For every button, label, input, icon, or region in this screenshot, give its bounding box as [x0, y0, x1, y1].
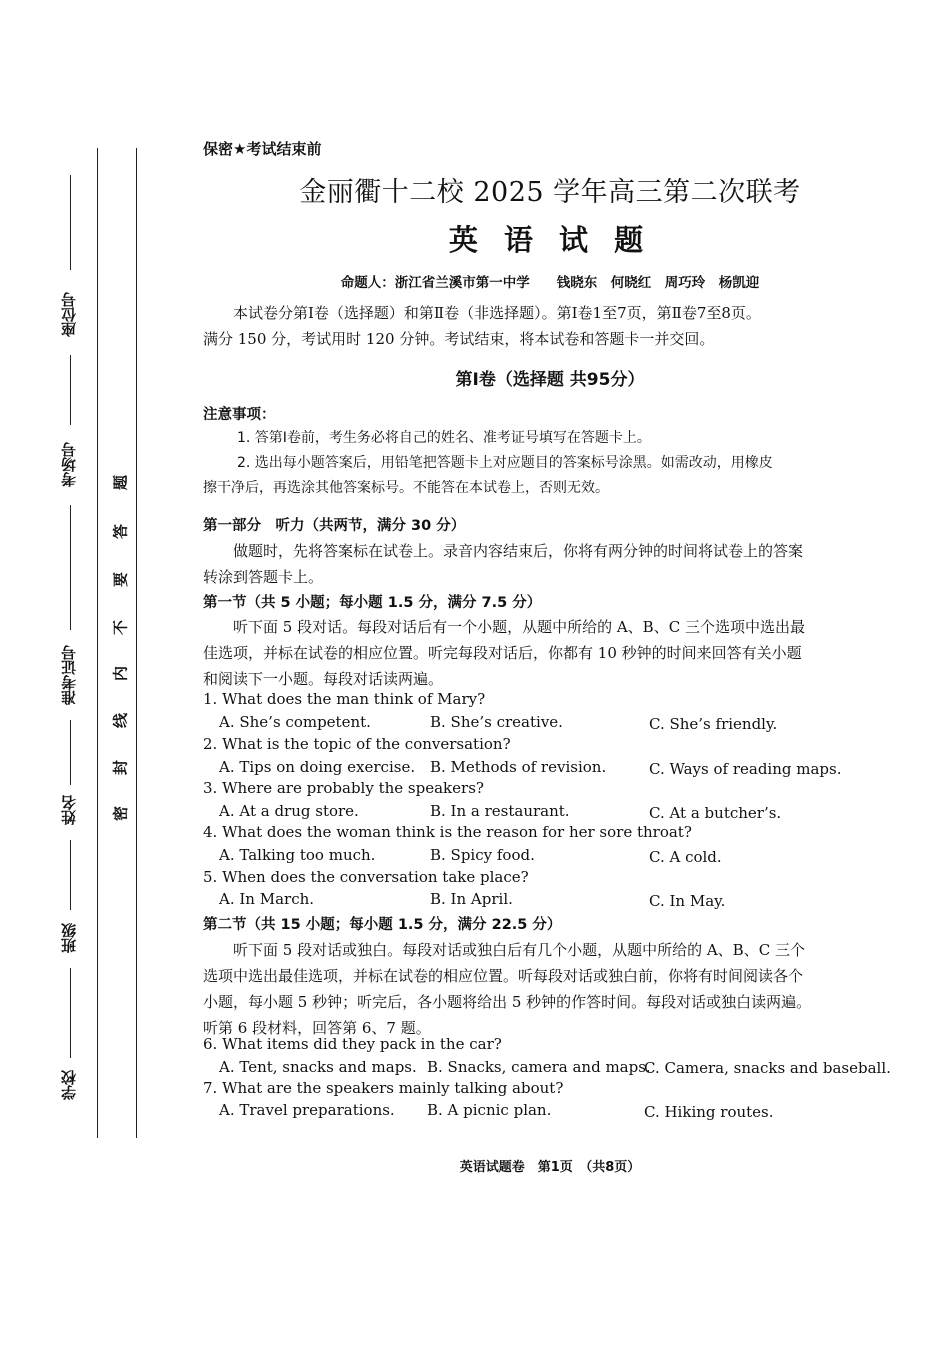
confidential-label: 保密★考试结束前 [203, 140, 322, 158]
section1-description [203, 614, 893, 692]
seal-char: 密 [111, 806, 130, 822]
intro-paragraph [203, 300, 893, 352]
field-name: 姓名 [60, 795, 78, 825]
page-footer: 英语试题卷 第1页 （共8页） [459, 1160, 641, 1175]
section2-desc-line: 小题，每小题 5 秒钟；听完后，各小题将给出 5 秒钟的作答时间。每段对话或独白读两遍。 [203, 993, 812, 1011]
question-1: 1. What does the man think of Mary? [203, 690, 486, 708]
question-6: 6. What items did they pack in the car? [203, 1035, 502, 1053]
notice-item: 擦干净后，再选涂其他答案标号。不能答在本试卷上，否则无效。 [203, 480, 609, 496]
question-5-option-a: A. In March. [219, 890, 315, 908]
section2-desc-line: 选项中选出最佳选项，并标在试卷的相应位置。听每段对话或独白前，你将有时间阅读各个 [203, 967, 804, 985]
intro-line: 本试卷分第Ⅰ卷（选择题）和第Ⅱ卷（非选择题）。第Ⅰ卷1至7页，第Ⅱ卷7至8页。 [233, 304, 761, 322]
question-5: 5. When does the conversation take place? [203, 868, 529, 886]
question-7-option-c: C. Hiking routes. [644, 1103, 774, 1121]
question-7-option-a: A. Travel preparations. [219, 1101, 395, 1119]
question-2: 2. What is the topic of the conversation? [203, 735, 511, 753]
question-3: 3. Where are probably the speakers? [203, 779, 484, 797]
seal-char: 封 [111, 760, 130, 776]
question-7: 7. What are the speakers mainly talking about? [203, 1079, 564, 1097]
question-6-option-b: B. Snacks, camera and maps. [427, 1058, 651, 1076]
question-1-option-b: B. She’s creative. [430, 713, 563, 731]
intro-line: 满分 150 分，考试用时 120 分钟。考试结束，将本试卷和答题卡一并交回。 [203, 330, 715, 348]
field-school: 学校 [60, 1070, 78, 1100]
seal-char: 要 [111, 572, 130, 588]
field-underline-school [70, 968, 71, 1058]
question-4-option-b: B. Spicy food. [430, 846, 535, 864]
section2-desc-line: 听下面 5 段对话或独白。每段对话或独白后有几个小题，从题中所给的 A、B、C 三个 [233, 941, 805, 959]
field-underline-name [70, 720, 71, 785]
binding-line-outer [97, 148, 98, 1138]
question-3-option-b: B. In a restaurant. [430, 802, 570, 820]
field-underline-class [70, 840, 71, 910]
question-2-option-c: C. Ways of reading maps. [649, 760, 842, 778]
volume1-heading: 第Ⅰ卷（选择题 共95分） [455, 370, 645, 390]
part1-heading: 第一部分 听力（共两节，满分 30 分） [203, 518, 466, 534]
seal-char: 不 [111, 620, 130, 636]
section1-desc-line: 佳选项，并标在试卷的相应位置。听完每段对话后，你都有 10 秒钟的时间来回答有关小题 [203, 644, 802, 662]
question-2-option-b: B. Methods of revision. [430, 758, 607, 776]
question-5-option-b: B. In April. [430, 890, 513, 908]
seal-char: 线 [111, 713, 130, 729]
notice-item: 1. 答第Ⅰ卷前，考生务必将自己的姓名、准考证号填写在答题卡上。 [237, 430, 651, 446]
section2-desc-line: 听第 6 段材料，回答第 6、7 题。 [203, 1019, 431, 1037]
section1-desc-line: 和阅读下一小题。每段对话读两遍。 [203, 670, 444, 688]
notice-heading: 注意事项： [203, 407, 276, 423]
question-6-option-c: C. Camera, snacks and baseball. [644, 1059, 891, 1077]
section2-heading: 第二节（共 15 小题；每小题 1.5 分，满分 22.5 分） [203, 917, 562, 933]
section1-heading: 第一节（共 5 小题；每小题 1.5 分，满分 7.5 分） [203, 595, 542, 611]
question-5-option-c: C. In May. [649, 892, 726, 910]
question-2-option-a: A. Tips on doing exercise. [219, 758, 416, 776]
authors-line: 命题人：浙江省兰溪市第一中学 钱晓东 何晓红 周巧玲 杨凯迎 [340, 275, 760, 291]
field-seat-number: 座位号 [60, 292, 78, 338]
subject-title: 英 语 试 题 [448, 223, 652, 257]
question-4-option-c: C. A cold. [649, 848, 722, 866]
part1-desc-line: 转涂到答题卡上。 [203, 568, 324, 586]
notice-item: 2. 选出每小题答案后，用铅笔把答题卡上对应题目的答案标号涂黑。如需改动，用橡皮 [237, 455, 773, 471]
question-4-option-a: A. Talking too much. [219, 846, 376, 864]
part1-description [203, 538, 893, 590]
field-class: 班级 [60, 923, 78, 953]
seal-char: 答 [111, 524, 130, 540]
section2-description [203, 937, 893, 1041]
notice-items [203, 426, 892, 501]
question-1-option-c: C. She’s friendly. [649, 715, 778, 733]
question-4: 4. What does the woman think is the reason for her sore throat? [203, 823, 692, 841]
seal-char: 内 [111, 666, 130, 682]
question-3-option-c: C. At a butcher’s. [649, 804, 782, 822]
field-underline-ticket [70, 505, 71, 630]
binding-line-inner [136, 148, 137, 1138]
seal-char: 题 [111, 475, 130, 491]
part1-desc-line: 做题时，先将答案标在试卷上。录音内容结束后，你将有两分钟的时间将试卷上的答案 [233, 542, 804, 560]
exam-title: 金丽衢十二校 2025 学年高三第二次联考 [299, 177, 801, 208]
question-6-option-a: A. Tent, snacks and maps. [219, 1058, 417, 1076]
field-exam-room: 考场号 [60, 442, 78, 488]
section1-desc-line: 听下面 5 段对话。每段对话后有一个小题，从题中所给的 A、B、C 三个选项中选出最 [233, 618, 805, 636]
question-1-option-a: A. She’s competent. [219, 713, 371, 731]
question-3-option-a: A. At a drug store. [219, 802, 359, 820]
field-ticket-number: 准考证号 [60, 645, 78, 705]
question-7-option-b: B. A picnic plan. [427, 1101, 552, 1119]
